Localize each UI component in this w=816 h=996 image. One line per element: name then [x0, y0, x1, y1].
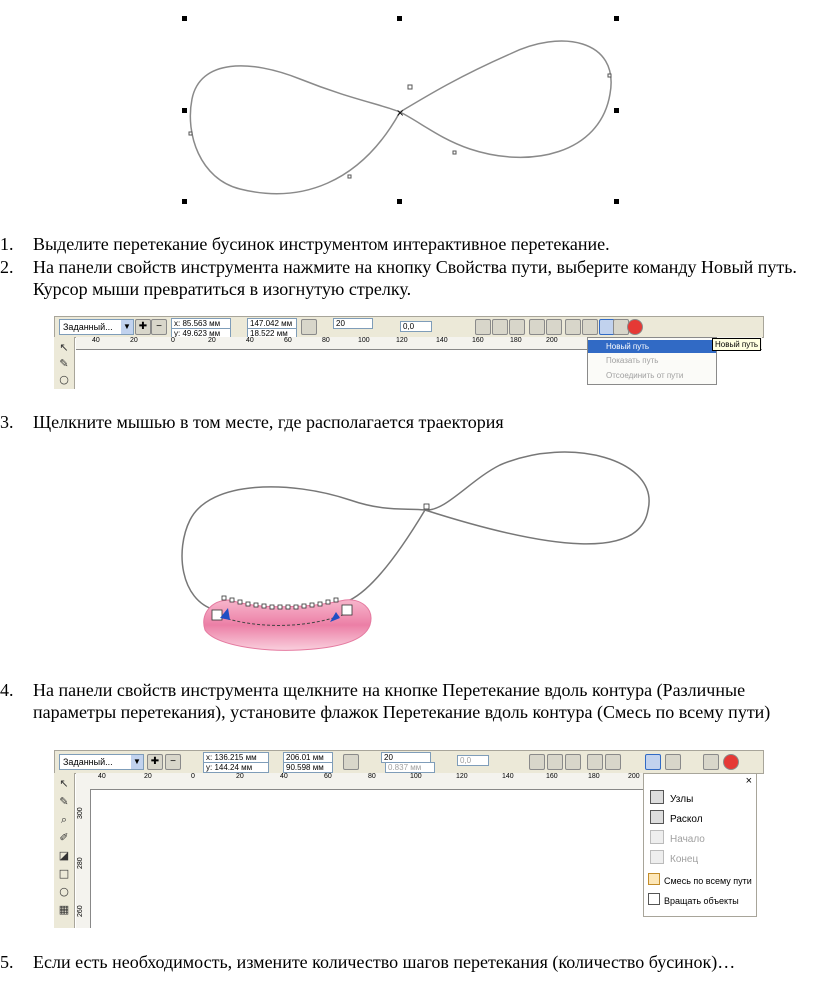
preset-combo[interactable]	[59, 754, 144, 770]
ruler-tick: 60	[324, 773, 332, 780]
y-position-field[interactable]: y: 49.623 мм	[171, 328, 231, 338]
clear-blend-button[interactable]	[723, 754, 739, 770]
chevron-down-icon[interactable]: ▼	[121, 320, 133, 334]
freehand-tool-icon[interactable]: ✐	[59, 831, 69, 844]
svg-text:×: ×	[396, 108, 405, 119]
ruler-tick: 20	[236, 773, 244, 780]
step-text: Щелкните мышью в том месте, где располагается траектория	[33, 412, 504, 432]
steps-mode-button[interactable]	[301, 319, 317, 335]
ruler-tick: 40	[246, 337, 254, 344]
object-color-button[interactable]	[529, 319, 545, 335]
close-icon[interactable]: ×	[745, 775, 752, 787]
step-text: На панели свойств инструмента щелкните на кнопке Перетекание вдоль контура (Различные параметры перетекания), установите флажок Перетекание вдоль контура (Смесь по всему пути)	[33, 680, 771, 722]
copy-blend-button[interactable]	[703, 754, 719, 770]
ruler-tick: 0	[191, 773, 195, 780]
steps-field[interactable]: 20	[381, 752, 431, 763]
new-path-tooltip: Новый путь	[712, 338, 761, 351]
accel-button[interactable]	[605, 754, 621, 770]
ruler-tick: 140	[436, 337, 448, 344]
rectangle-tool-icon[interactable]: □	[58, 867, 70, 880]
ruler-tick: 20	[130, 337, 138, 344]
start-icon	[650, 830, 664, 844]
property-bar-1	[54, 316, 764, 338]
path-properties-menu	[587, 337, 717, 385]
map-nodes-icon	[650, 790, 664, 804]
step-number: 2.	[0, 257, 14, 277]
angle-field[interactable]: 0,0	[457, 755, 489, 766]
menu-item-show-path[interactable]: Показать путь	[606, 356, 659, 365]
horizontal-ruler-2	[76, 773, 646, 790]
steps-field[interactable]: 20	[333, 318, 373, 329]
remove-preset-button[interactable]: −	[151, 319, 167, 335]
accel-button[interactable]	[546, 319, 562, 335]
add-preset-button[interactable]: ✚	[135, 319, 151, 335]
ruler-tick: 160	[472, 337, 484, 344]
checkbox-icon	[648, 893, 660, 905]
add-preset-button[interactable]: ✚	[147, 754, 163, 770]
blend-along-full-path-checkbox[interactable]	[648, 873, 752, 889]
ruler-tick: 80	[368, 773, 376, 780]
shape-tool-icon[interactable]: ✎	[59, 795, 69, 808]
counterclockwise-blend-button[interactable]	[565, 754, 581, 770]
ruler-tick: 100	[410, 773, 422, 780]
height-field[interactable]: 90.598 мм	[283, 762, 333, 773]
end-icon	[650, 850, 664, 864]
x-position-field[interactable]: x: 85.563 мм	[171, 318, 231, 329]
menu-item-detach-from-path[interactable]: Отсоединить от пути	[606, 371, 684, 380]
graph-paper-tool-icon[interactable]: ▦	[58, 903, 70, 916]
ruler-tick: 100	[358, 337, 370, 344]
ruler-tick: 60	[284, 337, 292, 344]
shape-tool-icon[interactable]: ✎	[59, 357, 69, 370]
end-label: Конец	[670, 854, 699, 865]
angle-field[interactable]: 0,0	[400, 321, 432, 332]
map-nodes-item[interactable]	[650, 790, 693, 806]
pick-tool-icon[interactable]: ↖	[59, 341, 69, 354]
step-number: 5.	[0, 952, 14, 972]
preset-value: Заданный...	[63, 757, 113, 767]
step-number: 4.	[0, 680, 14, 700]
ruler-tick: 300	[77, 807, 84, 819]
split-icon	[650, 810, 664, 824]
width-field[interactable]: 206.01 мм	[283, 752, 333, 763]
ruler-tick: 120	[456, 773, 468, 780]
toolbox-2	[54, 773, 75, 928]
checkbox-icon	[648, 873, 660, 885]
split-item[interactable]	[650, 810, 703, 826]
spacing-field[interactable]: 0.837 мм	[385, 762, 435, 773]
chevron-down-icon[interactable]: ▼	[131, 755, 143, 769]
preset-value: Заданный...	[63, 322, 113, 332]
smart-fill-tool-icon[interactable]: ◪	[58, 849, 70, 862]
infinity-path-figure	[180, 14, 625, 210]
rotate-all-objects-checkbox[interactable]	[648, 893, 739, 909]
object-color-button[interactable]	[587, 754, 603, 770]
toolbox-1	[54, 337, 75, 389]
vertical-ruler-2	[76, 789, 91, 928]
property-bar-2	[54, 750, 764, 774]
ruler-tick: 180	[510, 337, 522, 344]
misc-options-button[interactable]	[582, 319, 598, 335]
blend-along-full-path-label: Смесь по всему пути	[664, 876, 752, 886]
step-text: Если есть необходимость, измените количество шагов перетекания (количество бусинок)…	[33, 952, 736, 972]
ruler-tick: 40	[280, 773, 288, 780]
step-text: На панели свойств инструмента нажмите на кнопку Свойства пути, выберите команду Новый путь. Курсор мыши превратиться в изогнутую стрелку.	[33, 257, 797, 299]
start-end-button[interactable]	[565, 319, 581, 335]
ruler-tick: 200	[546, 337, 558, 344]
preset-combo[interactable]	[59, 319, 134, 335]
ruler-tick: 80	[322, 337, 330, 344]
ruler-tick: 200	[628, 773, 640, 780]
ruler-tick: 0	[171, 337, 175, 344]
y-position-field[interactable]: y: 144.24 мм	[203, 762, 269, 773]
width-field[interactable]: 147.042 мм	[247, 318, 297, 329]
path-properties-button[interactable]	[665, 754, 681, 770]
direct-blend-button[interactable]	[529, 754, 545, 770]
misc-options-button[interactable]	[645, 754, 661, 770]
ellipse-tool-icon[interactable]: ○	[59, 885, 69, 898]
ruler-tick: 40	[98, 773, 106, 780]
rotate-all-objects-label: Вращать объекты	[664, 896, 739, 906]
clockwise-blend-button[interactable]	[492, 319, 508, 335]
step-text: Выделите перетекание бусинок инструментом интерактивное перетекание.	[33, 234, 610, 254]
counterclockwise-blend-button[interactable]	[509, 319, 525, 335]
split-label: Раскол	[670, 814, 703, 825]
ruler-tick: 40	[92, 337, 100, 344]
direct-blend-button[interactable]	[475, 319, 491, 335]
map-nodes-label: Узлы	[670, 794, 694, 805]
zoom-tool-icon[interactable]: ⌕	[60, 813, 68, 826]
menu-item-new-path[interactable]: Новый путь	[588, 340, 716, 353]
remove-preset-button[interactable]: −	[165, 754, 181, 770]
start-label: Начало	[670, 834, 705, 845]
end-item[interactable]	[650, 850, 698, 866]
clockwise-blend-button[interactable]	[547, 754, 563, 770]
height-field[interactable]: 18.522 мм	[247, 328, 297, 338]
ruler-tick: 160	[546, 773, 558, 780]
step-number: 1.	[0, 234, 14, 254]
blend-on-path-figure	[170, 440, 655, 655]
ruler-tick: 20	[144, 773, 152, 780]
ruler-tick: 120	[396, 337, 408, 344]
x-position-field[interactable]: x: 136.215 мм	[203, 752, 269, 763]
steps-mode-button[interactable]	[343, 754, 359, 770]
start-item[interactable]	[650, 830, 705, 846]
clear-blend-button[interactable]	[627, 319, 643, 335]
misc-options-panel	[643, 773, 757, 917]
ruler-tick: 180	[588, 773, 600, 780]
pick-tool-icon[interactable]: ↖	[59, 777, 69, 790]
ruler-tick: 280	[77, 857, 84, 869]
step-number: 3.	[0, 412, 14, 432]
zoom-tool-icon[interactable]: ○	[59, 373, 69, 386]
ruler-tick: 140	[502, 773, 514, 780]
ruler-tick: 20	[208, 337, 216, 344]
ruler-tick: 260	[77, 905, 84, 917]
